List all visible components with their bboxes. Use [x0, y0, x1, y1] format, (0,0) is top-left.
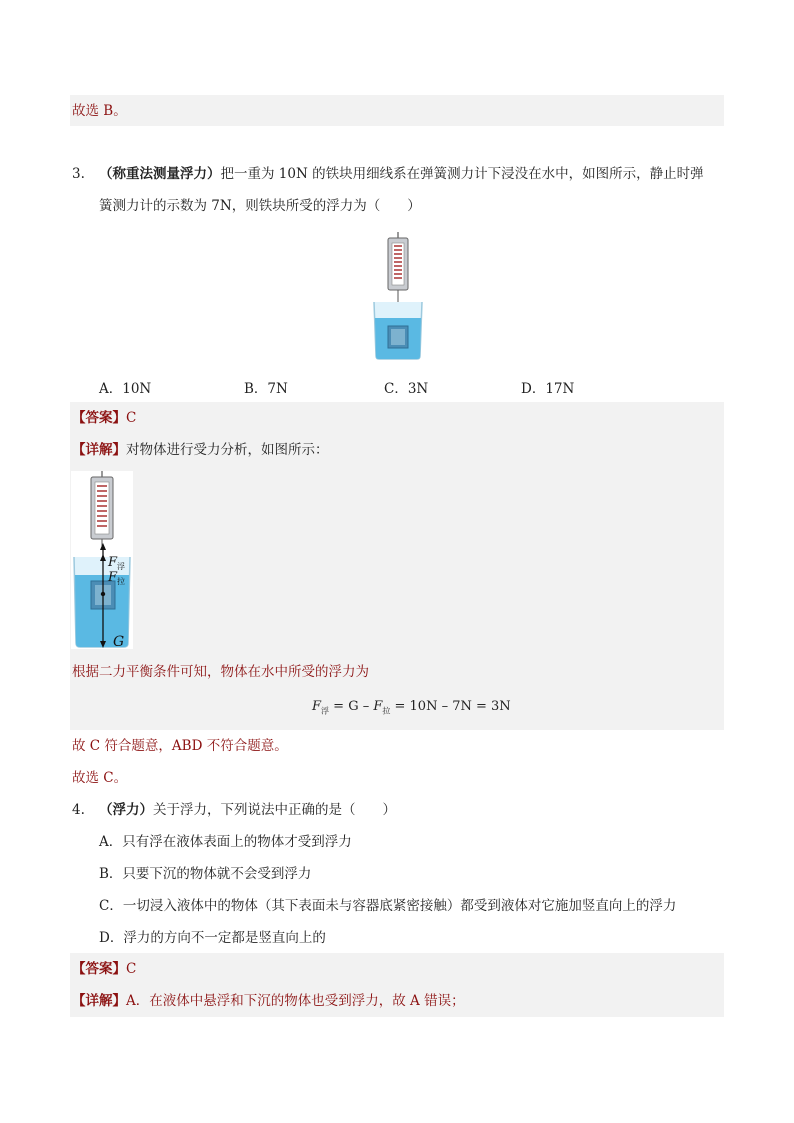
q4-tag: （浮力）: [99, 802, 153, 818]
answer-value: C: [126, 410, 137, 426]
q4-option-b[interactable]: B．只要下沉的物体就不会受到浮力: [99, 866, 312, 882]
q3-option-b[interactable]: B．7N: [244, 381, 288, 397]
spring-scale: [388, 232, 408, 312]
buoyant-force-sub: 浮: [117, 562, 125, 571]
detail-tag: 【详解】: [72, 993, 126, 1009]
spring-scale: [91, 471, 113, 549]
q4-option-a[interactable]: A．只有浮在液体表面上的物体才受到浮力: [99, 834, 352, 850]
answer-value: C: [126, 961, 137, 977]
q3-figure: [370, 232, 426, 360]
q3-option-c[interactable]: C．3N: [384, 381, 429, 397]
detail-text: A．在液体中悬浮和下沉的物体也受到浮力，故 A 错误；: [126, 993, 465, 1009]
q4-stem-text: 关于浮力，下列说法中正确的是（ ）: [153, 802, 396, 818]
q3-stem-line1: [99, 164, 704, 184]
formula-f-tension-sub: 拉: [382, 706, 391, 716]
force-diagram: [71, 471, 133, 649]
gravity-label: G: [113, 634, 125, 649]
answer-tag: 【答案】: [72, 961, 126, 977]
formula-f-tension: F: [373, 699, 383, 714]
detail-tag: 【详解】: [72, 442, 126, 458]
q3-formula: [312, 697, 511, 722]
q3-option-d[interactable]: D．17N: [521, 381, 575, 397]
q3-stem-line2: 簧测力计的示数为 7N，则铁块所受的浮力为（ ）: [99, 198, 421, 214]
buoyant-force-label: F: [108, 555, 118, 570]
tension-force-label: F: [108, 570, 118, 585]
q4-stem: [99, 800, 396, 820]
q3-answer: [72, 408, 136, 428]
q4-number: 4.: [72, 802, 85, 818]
beaker: [374, 302, 422, 359]
q3-tag: （称重法测量浮力）: [99, 166, 221, 182]
q3-number: 3.: [72, 166, 85, 182]
formula-part1: = G –: [329, 699, 374, 714]
q3-option-a[interactable]: A．10N: [99, 381, 152, 397]
q3-reasoning: 根据二力平衡条件可知，物体在水中所受的浮力为: [72, 664, 369, 680]
answer-tag: 【答案】: [72, 410, 126, 426]
detail-intro: 对物体进行受力分析，如图所示：: [126, 442, 329, 458]
tension-force-sub: 拉: [117, 577, 125, 586]
q3-stem-text1: 把一重为 10N 的铁块用细线系在弹簧测力计下浸没在水中，如图所示，静止时弹: [220, 166, 704, 182]
prev-conclusion: 故选 B。: [72, 103, 127, 119]
formula-part2: = 10N – 7N = 3N: [390, 699, 511, 714]
q4-answer: [72, 959, 136, 979]
q4-option-c[interactable]: C．一切浸入液体中的物体（其下表面未与容器底紧密接触）都受到液体对它施加竖直向上的浮力: [99, 898, 677, 914]
q3-conclusion2: 故选 C。: [72, 770, 128, 786]
formula-f-buoyant: F: [312, 699, 322, 714]
q3-detail: [72, 440, 329, 460]
formula-f-buoyant-sub: 浮: [321, 706, 330, 716]
prev-solution-box: [70, 95, 724, 126]
q3-conclusion1: 故 C 符合题意，ABD 不符合题意。: [72, 738, 288, 754]
q4-option-d[interactable]: D．浮力的方向不一定都是竖直向上的: [99, 930, 326, 946]
q4-detail: [72, 991, 465, 1011]
